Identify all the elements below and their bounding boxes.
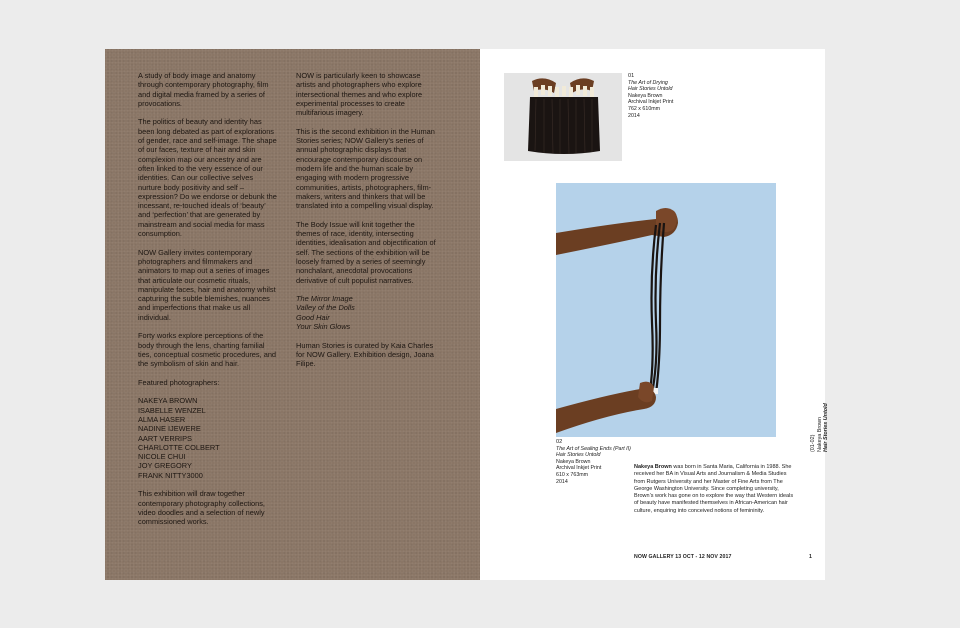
photo-sealing-ends-image — [556, 183, 776, 437]
photographer-list — [138, 396, 278, 480]
paragraph: Human Stories is curated by Kaia Charles for NOW Gallery. Exhibition design, Joana Filipe. — [296, 340, 434, 369]
section-list — [296, 294, 436, 331]
text-column-1 — [138, 71, 278, 536]
artist-bio — [634, 464, 794, 515]
caption-work-02 — [556, 439, 636, 485]
vertical-caption-series: Hair Stories Untold — [823, 403, 830, 452]
caption-size: 762 x 610mm — [628, 105, 661, 112]
vertical-caption — [810, 332, 830, 452]
vertical-caption-range: (01-02) — [810, 434, 816, 452]
brochure-spread — [105, 49, 825, 580]
photographer-name: JOY GREGORY — [138, 461, 192, 471]
paragraph: This is the second exhibition in the Human Stories series; NOW Gallery’s series of annual photographic displays that encourage contemporary discourse on modern life and the human scale by engaging with modern progressive communities, artists, photographers, film-makers, writers and thinkers that will be translated into a compelling visual display. — [296, 126, 435, 211]
photographer-name: NADINE IJEWERE — [138, 424, 201, 434]
section-name: Good Hair — [296, 312, 330, 322]
right-page — [480, 49, 825, 580]
caption-artist: Nakeya Brown — [556, 458, 591, 465]
photo-drying-hair — [504, 73, 622, 161]
text-column-2 — [296, 71, 436, 378]
photographer-name: FRANK NITTY3000 — [138, 470, 203, 480]
left-page — [105, 49, 480, 580]
caption-medium: Archival Inkjet Print — [628, 99, 674, 106]
photographer-name: NAKEYA BROWN — [138, 396, 198, 406]
caption-medium: Archival Inkjet Print — [556, 465, 602, 472]
featured-heading: Featured photographers: — [138, 377, 220, 387]
paragraph: Forty works explore perceptions of the body through the lens, charting familial ties, conceptual cosmetic procedures, and the symbolism of skin and hair. — [138, 331, 277, 369]
caption-year: 2014 — [556, 478, 568, 485]
page-number: 1 — [809, 554, 812, 560]
photo-drying-hair-image — [504, 73, 622, 161]
photographer-name: AART VERRIPS — [138, 433, 192, 443]
photographer-name: ISABELLE WENZEL — [138, 405, 206, 415]
paragraph: The politics of beauty and identity has been long debated as part of explorations of gender, race and self-image. The shape of our faces, texture of hair and skin complexion map our ancestry and are often linked to the very essence of our identities. Can our collective selves nurture body positivity and self – expression? Do we endorse or debunk the incessant, re-touched ideals of ‘beauty’ and ‘perfection’ that are generated by mainstream and social media for mass consumption. — [138, 117, 277, 239]
bio-text: was born in Santa Maria, California in 1988. She received her BA in Visual Arts and Journalism & Media Studies from Rutgers University and her Master of Fine Arts from The George Washington University. Since completing university, Brown’s work has gone on to explore the way that Western ideals of beauty have manifested themselves in African-American hair culture, enquiring into conceived notions of femininity. — [634, 464, 794, 514]
photographer-name: NICOLE CHUI — [138, 452, 186, 462]
caption-artist: Nakeya Brown — [628, 92, 663, 99]
caption-size: 610 x 763mm — [556, 471, 589, 478]
vertical-caption-artist: Nakeya Brown — [816, 416, 823, 452]
paragraph: The Body Issue will knit together the themes of race, identity, intersecting identities, idealisation and objectification of self. The sections of the exhibition will be loosely framed by a series of seemingly nonchalant, anecdotal provocations derivative of cult populist narratives. — [296, 219, 436, 285]
bio-artist-name: Nakeya Brown — [634, 464, 672, 470]
paragraph: NOW is particularly keen to showcase artists and photographers who explore intersectional themes and who explore experimental processes to create multifarious imagery. — [296, 71, 423, 118]
footer-dates: NOW GALLERY 13 OCT - 12 NOV 2017 — [634, 554, 732, 560]
caption-work-01 — [628, 73, 698, 119]
paragraph: This exhibition will draw together contemporary photography collections, video doodles and a selection of newly commissioned works. — [138, 489, 265, 527]
paragraph: A study of body image and anatomy through contemporary photography, film and digital media framed by a series of provocations. — [138, 71, 269, 108]
caption-year: 2014 — [628, 112, 640, 119]
paragraph: NOW Gallery invites contemporary photographers and filmmakers and animators to map out a series of images that articulate our cosmetic rituals, manipulate faces, hair and anatomy whilst capturing the subtle blemishes, nuances and imperfections that make us all individual. — [138, 247, 276, 322]
section-name: Valley of the Dolls — [296, 303, 355, 313]
caption-number: 01 — [628, 73, 635, 79]
photographer-name: CHARLOTTE COLBERT — [138, 442, 220, 452]
photo-sealing-ends — [556, 183, 776, 437]
section-name: The Mirror Image — [296, 294, 353, 304]
caption-series: Hair Stories Untold — [628, 86, 673, 93]
section-name: Your Skin Glows — [296, 322, 351, 332]
caption-title: The Art of Drying — [628, 79, 668, 86]
caption-number: 02 — [556, 439, 563, 445]
photographer-name: ALMA HASER — [138, 414, 186, 424]
caption-series: Hair Stories Untold — [556, 452, 601, 459]
caption-title: The Art of Sealing Ends (Part II) — [556, 445, 631, 452]
